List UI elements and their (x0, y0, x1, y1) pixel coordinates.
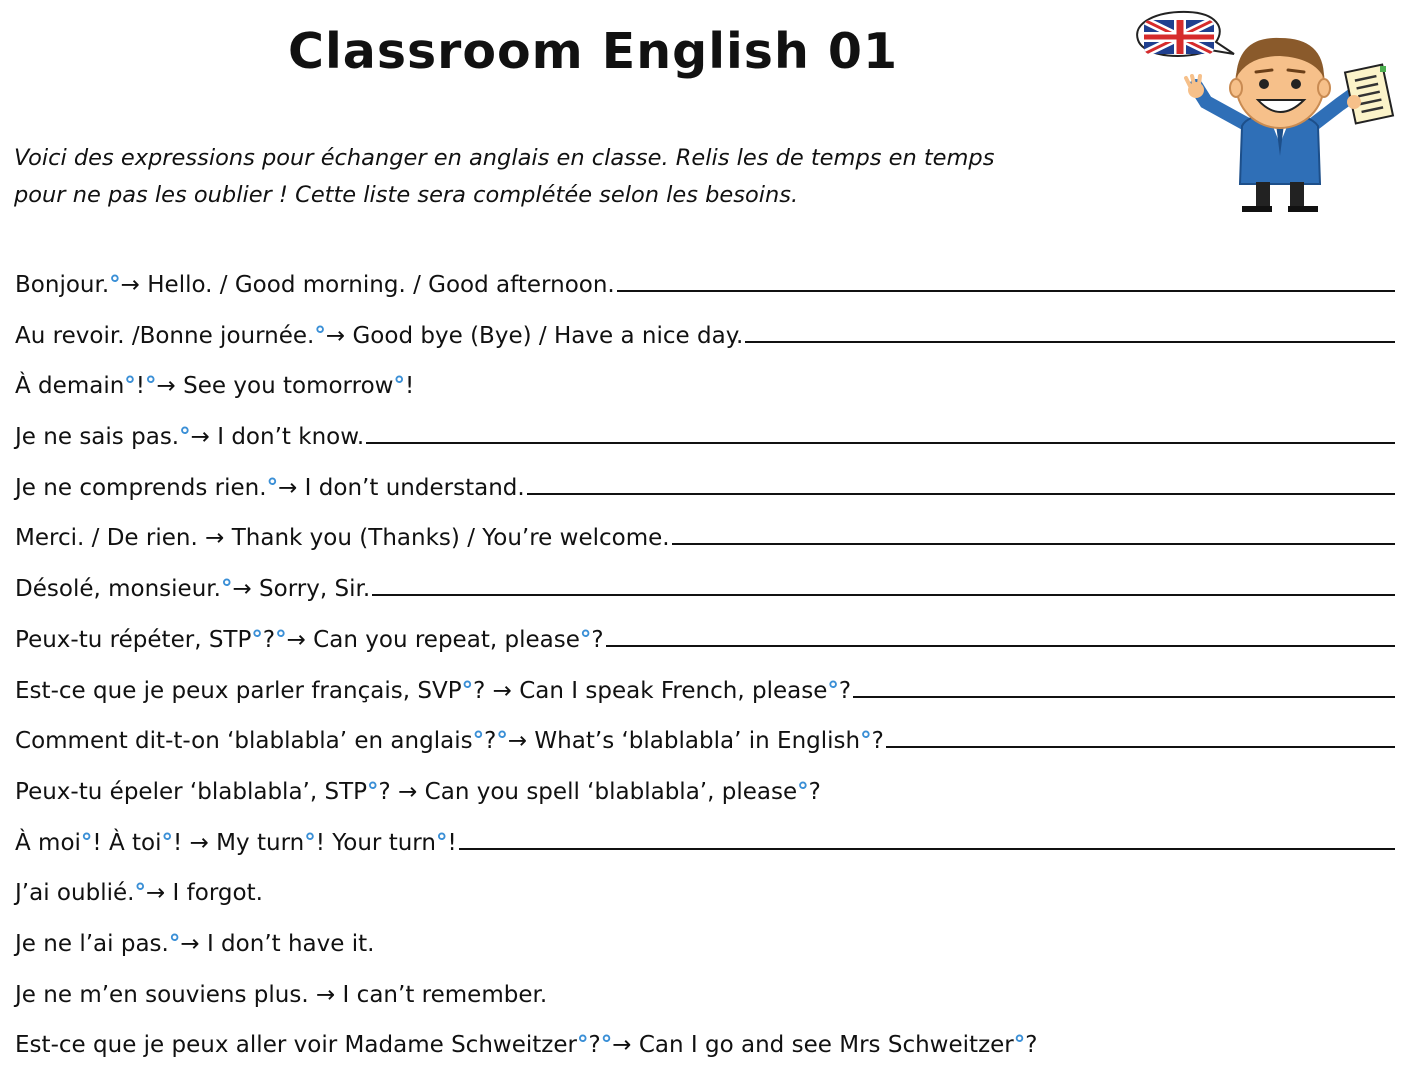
phrase-row (15, 720, 1395, 771)
british-teacher-icon (1128, 6, 1398, 214)
phrase-text: Est-ce que je peux aller voir Madame Schweitzer°?°→ Can I go and see Mrs Schweitzer°? (15, 1032, 1038, 1059)
answer-blank-line[interactable] (745, 323, 1395, 343)
phrase-row (15, 670, 1395, 721)
phrase-text: Est-ce que je peux parler français, SVP°? → Can I speak French, please°? (15, 677, 852, 704)
phrase-row (15, 1024, 1395, 1075)
answer-blank-line[interactable] (886, 728, 1395, 748)
phrase-text: Peux-tu épeler ‘blablabla’, STP°? → Can you spell ‘blablabla’, please°? (15, 778, 821, 805)
phrase-row (15, 365, 1395, 416)
phrase-text: Comment dit-t-on ‘blablabla’ en anglais°?°→ What’s ‘blablabla’ in English°? (15, 728, 884, 755)
answer-blank-line[interactable] (853, 678, 1395, 698)
phrase-text: Désolé, monsieur.°→ Sorry, Sir. (15, 576, 371, 603)
phrase-text: À demain°!°→ See you tomorrow°! (15, 373, 415, 400)
phrase-row (15, 264, 1395, 315)
phrase-row (15, 923, 1395, 974)
phrase-row (15, 568, 1395, 619)
intro-line-1: Voici des expressions pour échanger en anglais en classe. Relis les de temps en temps (14, 145, 995, 171)
checklist-paper-icon (1345, 65, 1393, 124)
answer-blank-line[interactable] (527, 475, 1395, 495)
phrase-text: Je ne sais pas.°→ I don’t know. (15, 424, 365, 451)
phrase-text: Au revoir. /Bonne journée.°→ Good bye (Bye) / Have a nice day. (15, 322, 744, 349)
phrase-text: Je ne m’en souviens plus. → I can’t remember. (15, 981, 548, 1008)
phrase-text: Je ne comprends rien.°→ I don’t understand. (15, 474, 525, 501)
answer-blank-line[interactable] (606, 627, 1395, 647)
phrase-list (15, 264, 1395, 1075)
phrase-row (15, 416, 1395, 467)
answer-blank-line[interactable] (366, 424, 1395, 444)
phrase-text: Bonjour.°→ Hello. / Good morning. / Good afternoon. (15, 272, 615, 298)
union-jack-flag-icon (1137, 12, 1234, 56)
answer-blank-line[interactable] (672, 525, 1395, 545)
answer-blank-line[interactable] (459, 830, 1395, 850)
phrase-text: Je ne l’ai pas.°→ I don’t have it. (15, 930, 375, 957)
phrase-text: Peux-tu répéter, STP°?°→ Can you repeat, please°? (15, 626, 604, 653)
phrase-row (15, 315, 1395, 366)
phrase-row (15, 467, 1395, 518)
phrase-row (15, 619, 1395, 670)
page-title: Classroom English 01 (288, 23, 899, 80)
phrase-row (15, 872, 1395, 923)
answer-blank-line[interactable] (372, 576, 1395, 596)
phrase-row (15, 771, 1395, 822)
intro-paragraph (14, 140, 1114, 214)
phrase-row (15, 822, 1395, 873)
phrase-text: J’ai oublié.°→ I forgot. (15, 880, 263, 907)
answer-blank-line[interactable] (617, 272, 1395, 292)
phrase-row (15, 974, 1395, 1025)
intro-line-2: pour ne pas les oublier ! Cette liste sera complétée selon les besoins. (14, 182, 799, 208)
phrase-text: Merci. / De rien. → Thank you (Thanks) / You’re welcome. (15, 525, 670, 552)
phrase-text: À moi°! À toi°! → My turn°! Your turn°! (15, 829, 457, 856)
phrase-row (15, 517, 1395, 568)
